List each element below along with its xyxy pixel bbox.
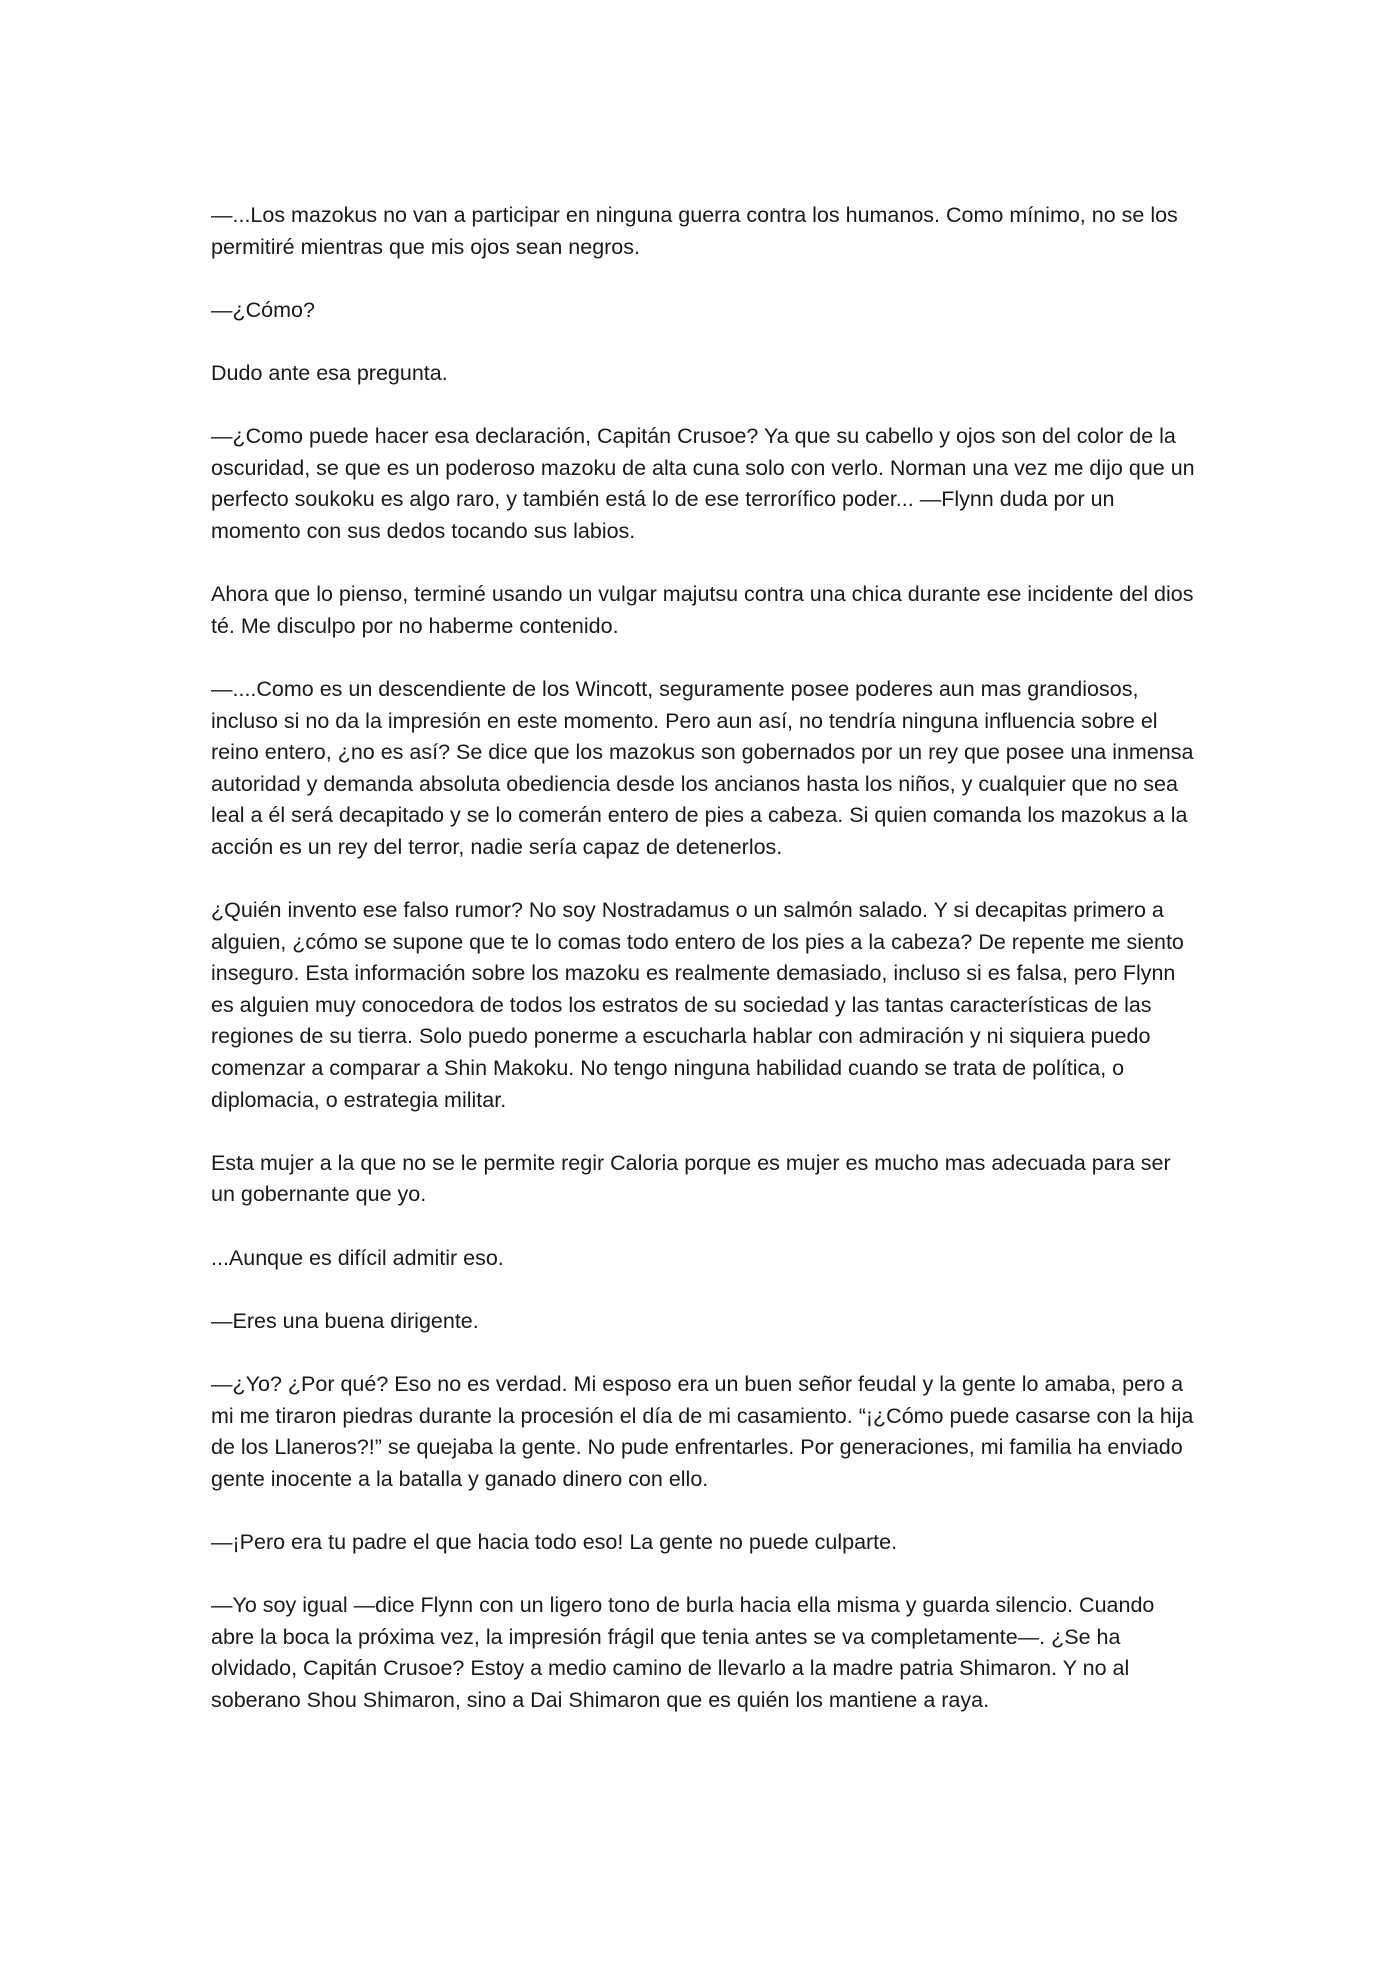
document-page xyxy=(211,200,1196,1748)
paragraph-9: ...Aunque es difícil admitir eso. xyxy=(211,1245,504,1270)
paragraph-3: Dudo ante esa pregunta. xyxy=(211,360,448,385)
paragraph-4: —¿Como puede hacer esa declaración, Capitán Crusoe? Ya que su cabello y ojos son del color de la oscuridad, se que es un poderoso mazoku de alta cuna solo con verlo. Norman una vez me dijo que un perfecto soukoku es algo raro, y también está lo de ese terrorífico poder... —Flynn duda por un momento con sus dedos tocando sus labios. xyxy=(211,424,1195,543)
paragraph-10: —Eres una buena dirigente. xyxy=(211,1308,479,1333)
paragraph-11: —¿Yo? ¿Por qué? Eso no es verdad. Mi esposo era un buen señor feudal y la gente lo amaba, pero a mi me tiraron piedras durante la procesión el día de mi casamiento. “¡¿Cómo puede casarse con la hija de los Llaneros?!” se quejaba la gente. No pude enfrentarles. Por generaciones, mi familia ha enviado gente inocente a la batalla y ganado dinero con ello. xyxy=(211,1371,1194,1491)
paragraph-2: —¿Cómo? xyxy=(211,297,315,322)
paragraph-12: —¡Pero era tu padre el que hacia todo eso! La gente no puede culparte. xyxy=(211,1529,898,1554)
paragraph-7: ¿Quién invento ese falso rumor? No soy Nostradamus o un salmón salado. Y si decapitas primero a alguien, ¿cómo se supone que te lo comas todo entero de los pies a la cabeza? De repente me siento inseguro. Esta información sobre los mazoku es realmente demasiado, incluso si es falsa, pero Flynn es alguien muy conocedora de todos los estratos de su sociedad y las tantas características de las regiones de su tierra. Solo puedo ponerme a escucharla hablar con admiración y ni siquiera puedo comenzar a comparar a Shin Makoku. No tengo ninguna habilidad cuando se trata de política, o diplomacia, o estrategia militar. xyxy=(211,898,1184,1112)
paragraph-6: —....Como es un descendiente de los Wincott, seguramente posee poderes aun mas grandiosos, incluso si no da la impresión en este momento. Pero aun así, no tendría ninguna influencia sobre el reino entero, ¿no es así? Se dice que los mazokus son gobernados por un rey que posee una inmensa autoridad y demanda absoluta obediencia desde los ancianos hasta los niños, y cualquier que no sea leal a él será decapitado y se lo comerán entero de pies a cabeza. Si quien comanda los mazokus a la acción es un rey del terror, nadie sería capaz de detenerlos. xyxy=(211,676,1194,859)
paragraph-5: Ahora que lo pienso, terminé usando un vulgar majutsu contra una chica durante ese incidente del dios té. Me disculpo por no haberme contenido. xyxy=(211,582,1194,638)
paragraph-13: —Yo soy igual —dice Flynn con un ligero tono de burla hacia ella misma y guarda silencio. Cuando abre la boca la próxima vez, la impresión frágil que tenia antes se va completamente—. ¿Se ha olvidado, Capitán Crusoe? Estoy a medio camino de llevarlo a la madre patria Shimaron. Y no al soberano Shou Shimaron, sino a Dai Shimaron que es quién los mantiene a raya. xyxy=(211,1593,1155,1712)
paragraph-8: Esta mujer a la que no se le permite regir Caloria porque es mujer es mucho mas adecuada para ser un gobernante que yo. xyxy=(211,1150,1171,1207)
paragraph-1: —...Los mazokus no van a participar en ninguna guerra contra los humanos. Como mínimo, no se los permitiré mientras que mis ojos sean negros. xyxy=(211,203,1178,259)
